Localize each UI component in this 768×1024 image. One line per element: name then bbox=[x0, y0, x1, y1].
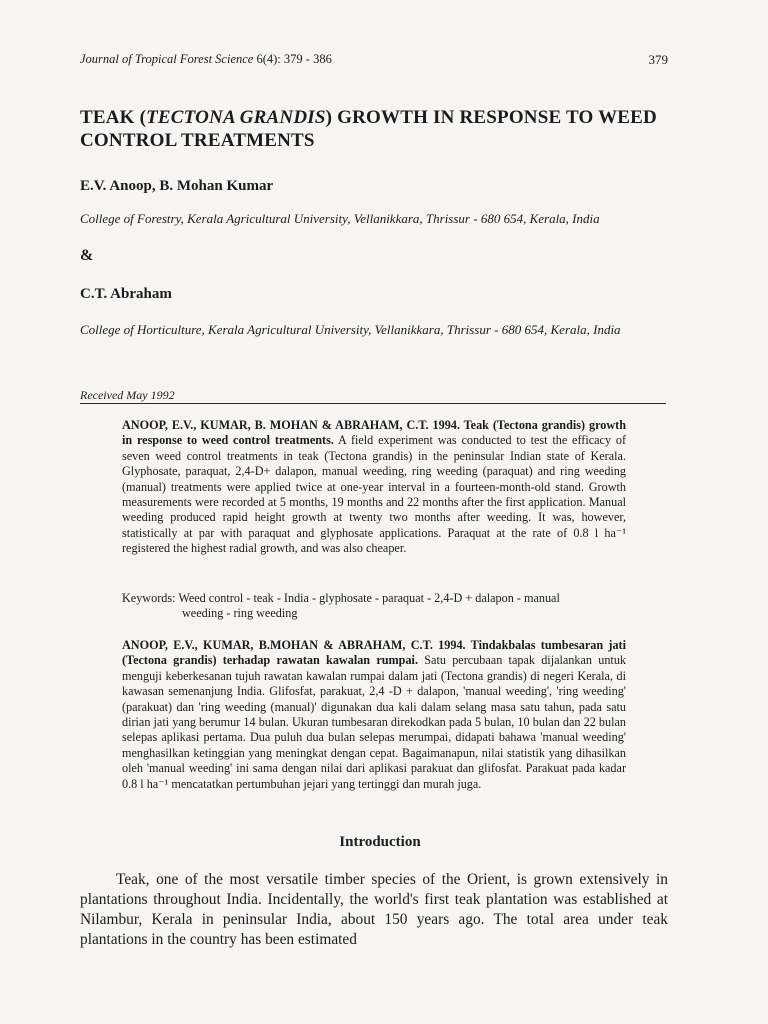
received-date: Received May 1992 bbox=[80, 388, 175, 402]
keywords-line-1 bbox=[122, 591, 626, 606]
keywords-label: Keywords: bbox=[122, 591, 176, 605]
page-number: 379 bbox=[648, 52, 668, 67]
running-header bbox=[80, 52, 332, 67]
keywords-line-2: weeding - ring weeding bbox=[182, 606, 298, 621]
horizontal-rule bbox=[80, 403, 666, 404]
abstract-text: A field experiment was conducted to test the efficacy of seven weed control treatments in teak (Tectona grandis) in the peninsular Indian state of Kerala. Glyphosate, paraquat, 2,4-D+ dalapon, manual weeding, ring weeding (paraquat) and ring weeding (manual) treatments were applied twice at one-year interval in a fourteen-month-old stand. Growth measurements were recorded at 5 months, 19 months and 22 months after the first application. Manual weeding produced rapid height growth at twenty two months after weeding. It was, however, statistically at par with paraquat and glyphosate applications. Paraquat at the rate of 0.8 l ha⁻¹ registered the highest radial growth, and was also cheaper. bbox=[122, 433, 627, 556]
authors-group-2: C.T. Abraham bbox=[80, 286, 172, 302]
ampersand: & bbox=[80, 247, 94, 264]
malay-citation: ANOOP, E.V., KUMAR, B.MOHAN & ABRAHAM, C.T. 1994. Tindakbalas tumbesaran jati (Tectona grandis) terhadap rawatan kawalan rumpai. bbox=[122, 638, 626, 668]
journal-volume: 6(4): 379 - 386 bbox=[256, 52, 332, 66]
section-heading-introduction: Introduction bbox=[339, 834, 421, 850]
article-title bbox=[80, 106, 680, 152]
english-abstract bbox=[122, 418, 626, 557]
title-part1: TEAK ( bbox=[80, 107, 147, 128]
affiliation-1: College of Forestry, Kerala Agricultural University, Vellanikkara, Thrissur - 680 654, Kerala, India bbox=[80, 211, 600, 226]
keywords-block bbox=[122, 591, 626, 622]
introduction-text: Teak, one of the most versatile timber species of the Orient, is grown extensively in plantations throughout India. Incidentally, the world's first teak plantation was established at Nilambur, Kerala in peninsular India, about 150 years ago. The total area under teak plantations in the country has been estimated bbox=[80, 871, 668, 948]
malay-text: Satu percubaan tapak dijalankan untuk menguji keberkesanan tujuh rawatan kawalan rumpai dalam jati (Tectona grandis) di negeri Kerala, di kawasan semenanjung India. Glifosfat, parakuat, 2,4 -D + dalapon, 'manual weeding', 'ring weeding' (parakuat) dan 'ring weeding (manual)' digunakan dua kali dalam selang masa satu tahun, pada satu dirian jati yang berumur 14 bulan. Ukuran tumbesaran direkodkan pada 5 bulan, 10 bulan dan 22 bulan selepas aplikasi pertama. Dua puluh dua bulan selepas merumpai, didapati bahawa 'manual weeding' menghasilkan ketinggian yang meningkat dengan cepat. Bagaimanapun, nilai statistik yang dihasilkan oleh 'manual weeding' ini sama dengan nilai dari aplikasi parakuat dan glifosfat. Parakuat pada kadar 0.8 l ha⁻¹ mencatatkan pertumbuhan jejari yang tertinggi dan murah juga. bbox=[122, 653, 627, 791]
authors-group-1: E.V. Anoop, B. Mohan Kumar bbox=[80, 178, 274, 194]
keywords-list: Weed control - teak - India - glyphosate - paraquat - 2,4-D + dalapon - manual bbox=[178, 591, 560, 605]
affiliation-2: College of Horticulture, Kerala Agricultural University, Vellanikkara, Thrissur - 680 654, Kerala, India bbox=[80, 322, 621, 337]
journal-name: Journal of Tropical Forest Science bbox=[80, 52, 254, 66]
title-part2: ) GROWTH IN RESPONSE TO WEED CONTROL TREATMENTS bbox=[80, 107, 657, 151]
introduction-paragraph bbox=[80, 870, 668, 950]
title-species: TECTONA GRANDIS bbox=[146, 107, 326, 128]
abstract-citation: ANOOP, E.V., KUMAR, B. MOHAN & ABRAHAM, C.T. 1994. Teak (Tectona grandis) growth in response to weed control treatments. bbox=[122, 418, 626, 448]
malay-abstract bbox=[122, 638, 626, 792]
